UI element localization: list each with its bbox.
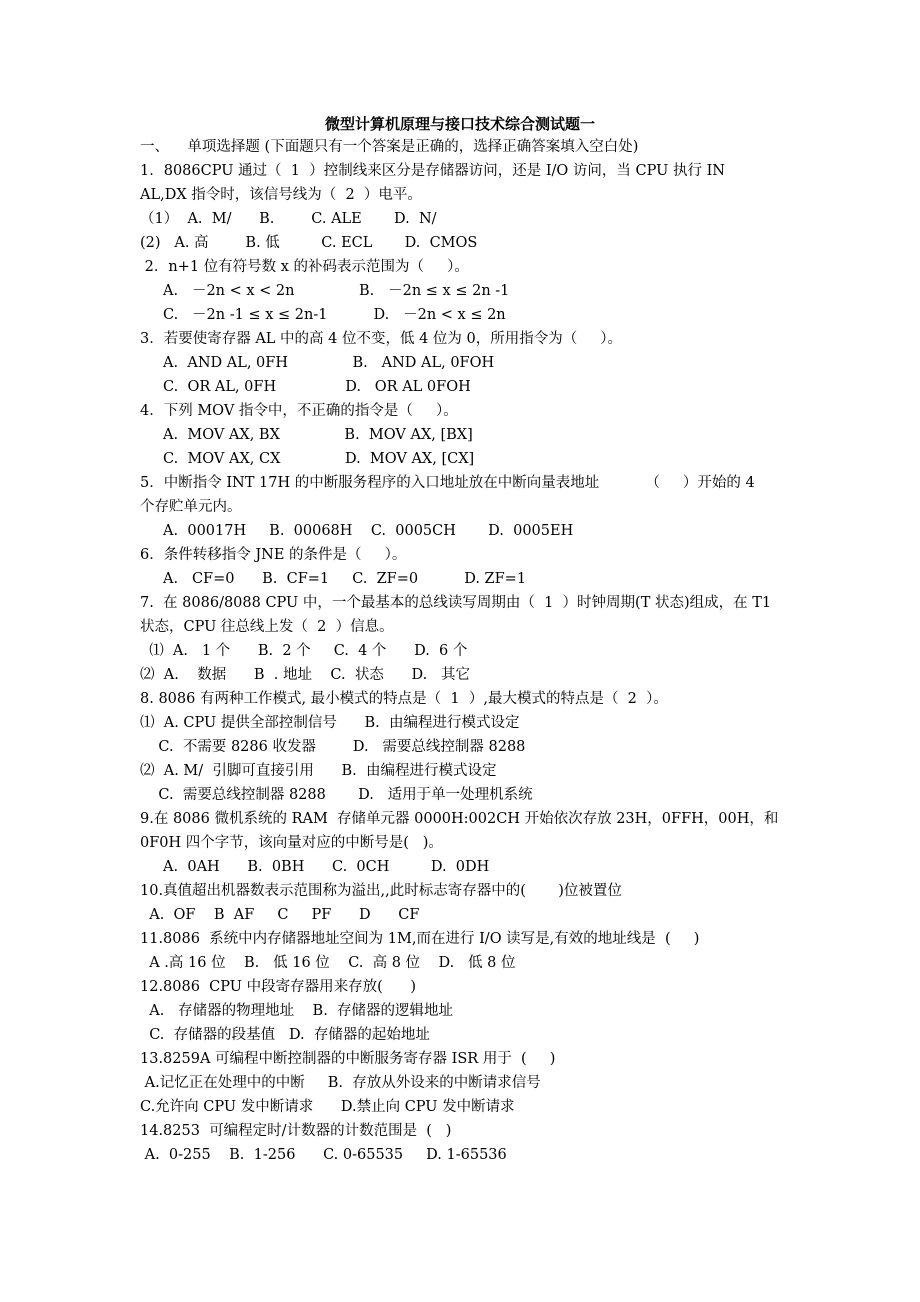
text-line: A. 0AH B. 0BH C. 0CH D. 0DH — [140, 859, 490, 875]
text-line: 10.真值超出机器数表示范围称为溢出,,此时标志寄存器中的( )位被置位 — [140, 883, 622, 899]
text-line: 4．下列 MOV 指令中，不正确的指令是（ ）。 — [140, 403, 458, 419]
text-line: 8. 8086 有两种工作模式, 最小模式的特点是（ 1 ）,最大模式的特点是（ 2 ）。 — [140, 691, 668, 707]
text-line: 个存贮单元内。 — [140, 499, 242, 515]
text-line: ⑵ A. M/ 引脚可直接引用 B. 由编程进行模式设定 — [140, 763, 497, 779]
text-line: 9.在 8086 微机系统的 RAM 存储单元器 0000H:002CH 开始依次存放 23H，0FFH，00H，和 — [140, 811, 779, 827]
text-line: 14.8253 可编程定时/计数器的计数范围是 ( ) — [140, 1123, 452, 1139]
text-line: 2．n+1 位有符号数 x 的补码表示范围为（ ）。 — [140, 259, 469, 275]
text-line: A. MOV AX, BX B. MOV AX, [BX] — [140, 427, 473, 443]
section-heading: 一、 单项选择题 (下面题只有一个答案是正确的，选择正确答案填入空白处) — [140, 139, 639, 155]
text-line: C. OR AL, 0FH D. OR AL 0FOH — [140, 379, 471, 395]
text-line: ⑴ A. CPU 提供全部控制信号 B. 由编程进行模式设定 — [140, 715, 520, 731]
text-line: C. MOV AX, CX D. MOV AX, [CX] — [140, 451, 475, 467]
text-line: C. －2n -1 ≤ x ≤ 2n-1 D. －2n < x ≤ 2n — [140, 307, 506, 323]
text-line: ⑵ A. 数据 B . 地址 C. 状态 D. 其它 — [140, 667, 471, 683]
text-line: 11.8086 系统中内存储器地址空间为 1M,而在进行 I/O 读写是,有效的地址线是 ( ) — [140, 931, 700, 947]
text-line: 1．8086CPU 通过（ 1 ）控制线来区分是存储器访问，还是 I/O 访问，当 CPU 执行 IN — [140, 163, 725, 179]
text-line: A. 0-255 B. 1-256 C. 0-65535 D. 1-65536 — [140, 1147, 507, 1163]
text-line: 12.8086 CPU 中段寄存器用来存放( ) — [140, 979, 417, 995]
text-line: 状态，CPU 往总线上发（ 2 ）信息。 — [140, 619, 394, 635]
text-line: A. 00017H B. 00068H C. 0005CH D. 0005EH — [140, 523, 574, 539]
text-line: C. 存储器的段基值 D. 存储器的起始地址 — [140, 1027, 430, 1043]
text-line: A .高 16 位 B. 低 16 位 C. 高 8 位 D. 低 8 位 — [140, 955, 516, 971]
text-line: 6．条件转移指令 JNE 的条件是（ ）。 — [140, 547, 407, 563]
text-line: C.允许向 CPU 发中断请求 D.禁止向 CPU 发中断请求 — [140, 1099, 515, 1115]
text-line: (2) A. 高 B. 低 C. ECL D. CMOS — [140, 235, 478, 251]
text-line: AL,DX 指令时，该信号线为（ 2 ）电平。 — [140, 187, 422, 203]
text-line: C. 需要总线控制器 8288 D. 适用于单一处理机系统 — [140, 787, 533, 803]
text-line: A.记忆正在处理中的中断 B. 存放从外设来的中断请求信号 — [140, 1075, 541, 1091]
text-line: （1） A. M/ B. C. ALE D. N/ — [140, 211, 437, 227]
text-line: 5．中断指令 INT 17H 的中断服务程序的入口地址放在中断向量表地址 （ ）开始的 4 — [140, 475, 755, 491]
text-line: C. 不需要 8286 收发器 D. 需要总线控制器 8288 — [140, 739, 526, 755]
page-title: 微型计算机原理与接口技术综合测试题一 — [324, 115, 595, 133]
text-line: ⑴ A. 1 个 B. 2 个 C. 4 个 D. 6 个 — [140, 643, 468, 659]
text-line: 3．若要使寄存器 AL 中的高 4 位不变，低 4 位为 0，所用指令为（ ）。 — [140, 331, 623, 347]
text-line: 0F0H 四个字节，该向量对应的中断号是( )。 — [140, 835, 443, 851]
text-line: A. －2n < x < 2n B. －2n ≤ x ≤ 2n -1 — [140, 283, 510, 299]
text-line: A. OF B AF C PF D CF — [140, 907, 420, 923]
text-line: A. 存储器的物理地址 B. 存储器的逻辑地址 — [140, 1003, 454, 1019]
text-line: A. CF=0 B. CF=1 C. ZF=0 D. ZF=1 — [140, 571, 527, 587]
text-line: 13.8259A 可编程中断控制器的中断服务寄存器 ISR 用于 ( ) — [140, 1051, 556, 1067]
text-line: 7. 在 8086/8088 CPU 中，一个最基本的总线读写周期由（ 1 ）时钟周期(T 状态)组成，在 T1 — [140, 595, 772, 611]
text-line: A. AND AL, 0FH B. AND AL, 0FOH — [140, 355, 495, 371]
